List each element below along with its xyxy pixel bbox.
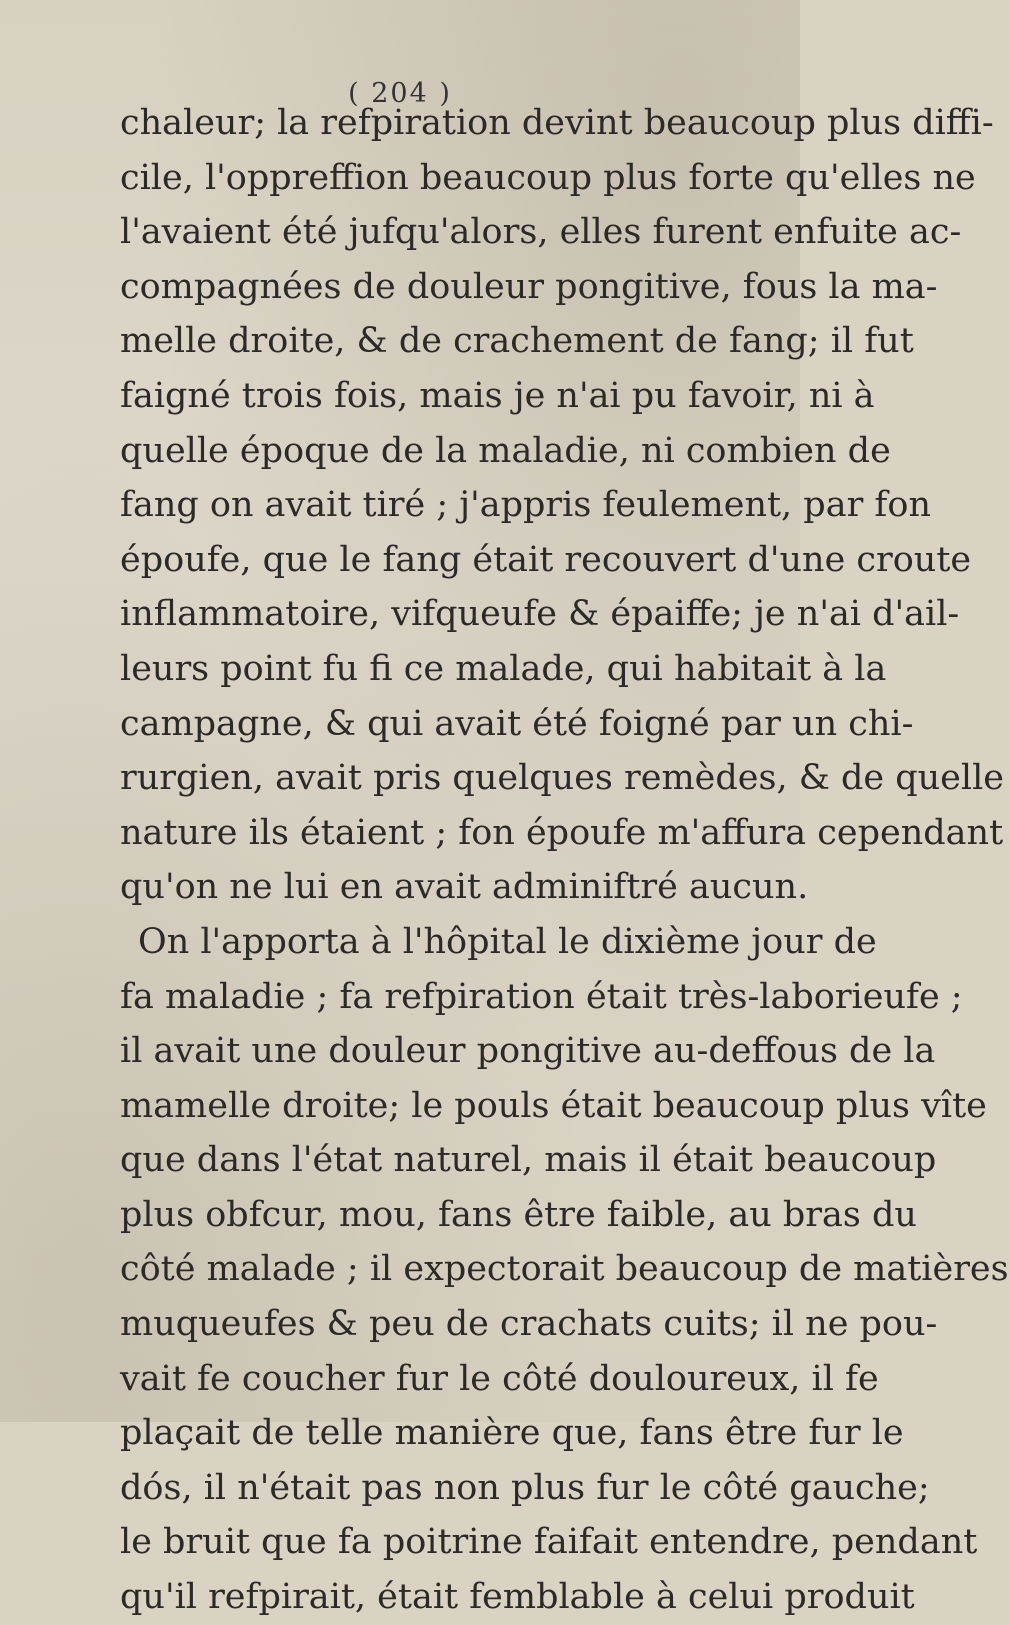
text-line: époufe, que le fang était recouvert d'une croute <box>120 539 972 580</box>
text-line: qu'il refpirait, était femblable à celui produit <box>120 1577 915 1618</box>
text-line: le bruit que fa poitrine faifait entendre, pendant <box>120 1522 978 1563</box>
text-line: plaçait de telle manière que, fans être fur le <box>120 1413 904 1454</box>
text-line: rurgien, avait pris quelques remèdes, & de quelle <box>120 758 1004 799</box>
text-line: plus obfcur, mou, fans être faible, au bras du <box>120 1194 917 1235</box>
body-text <box>120 96 1009 1625</box>
text-line: inflammatoire, vifqueufe & épaiffe; je n'ai d'ail- <box>120 594 960 635</box>
text-line: vait fe coucher fur le côté douloureux, il fe <box>120 1358 879 1399</box>
text-line: campagne, & qui avait été foigné par un chi- <box>120 703 914 744</box>
text-line: l'avaient été jufqu'alors, elles furent enfuite ac- <box>120 212 962 253</box>
text-line: nature ils étaient ; fon époufe m'affura cependant <box>120 812 1004 853</box>
text-line: quelle époque de la maladie, ni combien de <box>120 430 891 471</box>
text-line: melle droite, & de crachement de fang; il fut <box>120 321 914 362</box>
text-line: fa maladie ; fa refpiration était très-laborieufe ; <box>120 976 963 1017</box>
paragraph-start-line: On l'apporta à l'hôpital le dixième jour de <box>138 921 877 962</box>
text-line: il avait une douleur pongitive au-deffous de la <box>120 1031 936 1072</box>
text-line: faigné trois fois, mais je n'ai pu favoir, ni à <box>120 375 875 416</box>
text-line: côté malade ; il expectorait beaucoup de matières <box>120 1249 1009 1290</box>
text-line: chaleur; la refpiration devint beaucoup plus diffi- <box>120 103 994 143</box>
page-number: ( 204 ) <box>348 78 452 109</box>
text-line: compagnées de douleur pongitive, fous la ma- <box>120 266 938 307</box>
text-line: dós, il n'était pas non plus fur le côté gauche; <box>120 1467 930 1508</box>
text-line: leurs point fu fi ce malade, qui habitait à la <box>120 648 887 689</box>
text-line: cile, l'oppreffion beaucoup plus forte qu'elles ne <box>120 157 976 198</box>
text-line: qu'on ne lui en avait adminiftré aucun. <box>120 867 809 908</box>
text-line: fang on avait tiré ; j'appris feulement, par fon <box>120 485 931 526</box>
text-line: muqueufes & peu de crachats cuits; il ne pou- <box>120 1304 938 1345</box>
text-line: que dans l'état naturel, mais il était beaucoup <box>120 1140 937 1181</box>
text-line: mamelle droite; le pouls était beaucoup plus vîte <box>120 1085 987 1126</box>
